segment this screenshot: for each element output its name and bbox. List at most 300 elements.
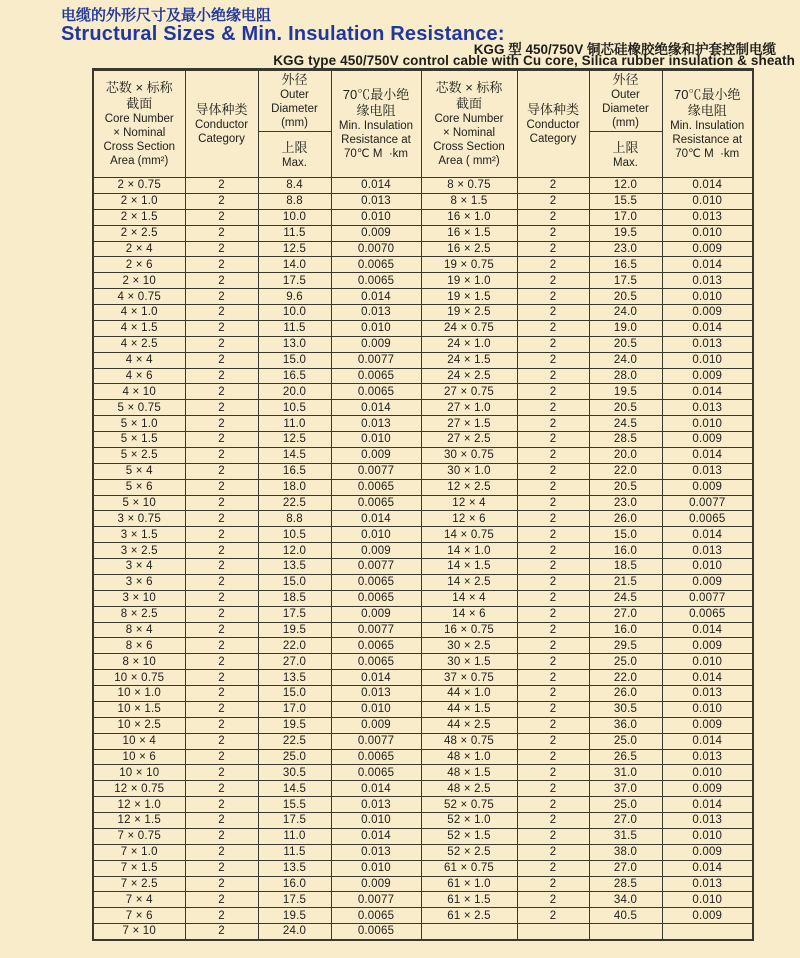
cell-left-diameter: 10.0 — [258, 209, 331, 225]
cell-right-category: 2 — [517, 495, 589, 511]
cell-left-size: 4 × 2.5 — [93, 336, 185, 352]
header-od-max-en: Max. — [282, 156, 307, 169]
cell-left-category: 2 — [185, 479, 258, 495]
table-row — [93, 749, 753, 765]
cell-left-diameter: 8.8 — [258, 193, 331, 209]
cell-right-size: 61 × 1.0 — [421, 876, 517, 892]
cell-right-resistance: 0.013 — [662, 749, 753, 765]
cell-right-category: 2 — [517, 876, 589, 892]
cell-right-resistance: 0.009 — [662, 717, 753, 733]
cell-left-resistance: 0.0065 — [331, 257, 421, 273]
table-row — [93, 781, 753, 797]
cell-left-diameter: 22.0 — [258, 638, 331, 654]
cell-left-diameter: 13.5 — [258, 670, 331, 686]
cell-left-diameter: 16.5 — [258, 368, 331, 384]
cell-left-category: 2 — [185, 384, 258, 400]
cell-right-category: 2 — [517, 527, 589, 543]
cell-right-category: 2 — [517, 813, 589, 829]
cell-right-size: 61 × 2.5 — [421, 908, 517, 924]
cell-right-size: 12 × 4 — [421, 495, 517, 511]
cell-left-resistance: 0.009 — [331, 876, 421, 892]
cell-right-diameter: 27.0 — [589, 813, 662, 829]
cell-right-diameter: 15.0 — [589, 527, 662, 543]
cell-left-size: 5 × 2.5 — [93, 447, 185, 463]
cell-left-resistance: 0.0077 — [331, 352, 421, 368]
cell-left-resistance: 0.010 — [331, 320, 421, 336]
cell-left-diameter: 13.5 — [258, 559, 331, 575]
cell-left-category: 2 — [185, 400, 258, 416]
cell-left-resistance: 0.0065 — [331, 654, 421, 670]
cell-left-category: 2 — [185, 622, 258, 638]
cell-left-resistance: 0.0065 — [331, 574, 421, 590]
header-conductor-right — [517, 70, 589, 178]
cell-left-size: 7 × 4 — [93, 892, 185, 908]
cell-left-diameter: 14.5 — [258, 781, 331, 797]
cell-right-resistance: 0.009 — [662, 305, 753, 321]
cell-left-category: 2 — [185, 876, 258, 892]
cell-left-diameter: 10.5 — [258, 400, 331, 416]
cell-right-category: 2 — [517, 336, 589, 352]
cell-right-size: 24 × 1.0 — [421, 336, 517, 352]
page-title-en: Structural Sizes & Min. Insulation Resistance: — [61, 23, 505, 45]
cell-left-diameter: 30.5 — [258, 765, 331, 781]
cell-right-category: 2 — [517, 860, 589, 876]
cell-right-size: 61 × 0.75 — [421, 860, 517, 876]
cell-left-diameter: 17.5 — [258, 273, 331, 289]
cell-right-diameter: 27.0 — [589, 860, 662, 876]
cell-right-resistance: 0.009 — [662, 479, 753, 495]
cell-left-size: 12 × 0.75 — [93, 781, 185, 797]
table-row — [93, 717, 753, 733]
cell-right-category: 2 — [517, 749, 589, 765]
cell-right-category: 2 — [517, 574, 589, 590]
cell-right-size: 19 × 1.5 — [421, 289, 517, 305]
cell-right-resistance: 0.013 — [662, 336, 753, 352]
cell-right-resistance: 0.013 — [662, 813, 753, 829]
cell-right-diameter: 40.5 — [589, 908, 662, 924]
cell-left-resistance: 0.0070 — [331, 241, 421, 257]
cell-left-diameter: 20.0 — [258, 384, 331, 400]
cell-right-category: 2 — [517, 559, 589, 575]
header-od-en-line3: (mm) — [281, 117, 308, 129]
table-row — [93, 654, 753, 670]
cell-right-size: 44 × 1.5 — [421, 701, 517, 717]
cell-left-size: 7 × 1.0 — [93, 844, 185, 860]
table-row — [93, 813, 753, 829]
cell-left-resistance: 0.013 — [331, 844, 421, 860]
cell-right-resistance: 0.014 — [662, 257, 753, 273]
cell-left-category: 2 — [185, 654, 258, 670]
table-row — [93, 543, 753, 559]
cell-right-size: 24 × 1.5 — [421, 352, 517, 368]
cell-right-category: 2 — [517, 400, 589, 416]
cell-left-size: 3 × 2.5 — [93, 543, 185, 559]
cell-right-diameter: 15.5 — [589, 193, 662, 209]
cell-right-diameter: 19.5 — [589, 384, 662, 400]
header-core-en-line1: Core Number — [104, 113, 174, 125]
table-row — [93, 876, 753, 892]
cell-right-resistance: 0.013 — [662, 686, 753, 702]
cell-left-category: 2 — [185, 241, 258, 257]
cell-right-diameter: 20.5 — [589, 289, 662, 305]
cell-right-resistance: 0.009 — [662, 241, 753, 257]
header-od-max-left — [258, 132, 331, 178]
cable-type-subtitle-en: KGG type 450/750V control cable with Cu core, Silica rubber insulation & sheath — [273, 53, 795, 68]
cell-right-category: 2 — [517, 828, 589, 844]
cell-left-size: 3 × 10 — [93, 590, 185, 606]
cell-left-diameter: 8.8 — [258, 511, 331, 527]
cell-left-diameter: 11.0 — [258, 416, 331, 432]
cell-left-resistance: 0.009 — [331, 336, 421, 352]
cell-right-size: 30 × 1.5 — [421, 654, 517, 670]
header-conductor-zh: 导体种类 — [526, 102, 579, 117]
cell-left-resistance: 0.010 — [331, 527, 421, 543]
cell-left-category: 2 — [185, 860, 258, 876]
cell-right-resistance: 0.014 — [662, 527, 753, 543]
cell-left-category: 2 — [185, 543, 258, 559]
header-core-en-line3: Cross Section — [433, 141, 505, 153]
cell-right-resistance: 0.009 — [662, 781, 753, 797]
cell-right-category: 2 — [517, 368, 589, 384]
cell-left-category: 2 — [185, 320, 258, 336]
cell-right-size: 19 × 1.0 — [421, 273, 517, 289]
header-core-en-line3: Cross Section — [103, 141, 176, 153]
cell-right-diameter: 21.5 — [589, 574, 662, 590]
cell-left-diameter: 15.0 — [258, 352, 331, 368]
spec-table — [92, 68, 754, 941]
header-res-zh-line2: 缘电阻 — [356, 103, 396, 118]
header-conductor-en-line1: Conductor — [194, 119, 249, 131]
cell-left-diameter: 12.5 — [258, 241, 331, 257]
cell-right-size: 48 × 1.5 — [421, 765, 517, 781]
cell-right-category: 2 — [517, 543, 589, 559]
cell-right-diameter: 20.5 — [589, 336, 662, 352]
header-res-zh-line1: 70℃最小绝 — [674, 87, 741, 102]
cell-left-size: 2 × 10 — [93, 273, 185, 289]
cell-left-size: 8 × 4 — [93, 622, 185, 638]
cell-left-category: 2 — [185, 273, 258, 289]
header-od-max-en: Max. — [613, 156, 638, 169]
cell-right-size: 27 × 1.0 — [421, 400, 517, 416]
cell-right-diameter: 17.0 — [589, 209, 662, 225]
cell-left-resistance: 0.009 — [331, 447, 421, 463]
cell-left-diameter: 14.5 — [258, 447, 331, 463]
cell-right-category: 2 — [517, 654, 589, 670]
cell-right-resistance: 0.010 — [662, 352, 753, 368]
cell-right-category: 2 — [517, 416, 589, 432]
cell-right-size: 24 × 0.75 — [421, 320, 517, 336]
table-row — [93, 320, 753, 336]
cell-left-category: 2 — [185, 225, 258, 241]
cell-right-resistance: 0.014 — [662, 797, 753, 813]
cell-left-category: 2 — [185, 813, 258, 829]
cell-left-resistance: 0.013 — [331, 686, 421, 702]
header-res-en-line2: Resistance at — [672, 134, 743, 146]
header-od-en-line1: Outer — [280, 89, 309, 101]
cell-left-category: 2 — [185, 368, 258, 384]
cell-left-diameter: 8.4 — [258, 178, 331, 194]
cell-left-resistance: 0.014 — [331, 828, 421, 844]
cell-left-resistance: 0.013 — [331, 416, 421, 432]
cell-right-category: 2 — [517, 305, 589, 321]
header-core-en-line2: × Nominal — [442, 127, 496, 139]
cell-right-resistance: 0.0065 — [662, 606, 753, 622]
cell-left-category: 2 — [185, 892, 258, 908]
cell-right-resistance: 0.014 — [662, 320, 753, 336]
cell-right-size: 16 × 2.5 — [421, 241, 517, 257]
cell-left-size: 2 × 6 — [93, 257, 185, 273]
cell-right-category: 2 — [517, 733, 589, 749]
cell-left-resistance: 0.0065 — [331, 924, 421, 940]
cell-left-size: 5 × 10 — [93, 495, 185, 511]
cell-right-category: 2 — [517, 781, 589, 797]
cell-left-size: 5 × 1.5 — [93, 432, 185, 448]
cell-left-size: 2 × 2.5 — [93, 225, 185, 241]
cell-right-size: 44 × 1.0 — [421, 686, 517, 702]
cell-left-size: 7 × 10 — [93, 924, 185, 940]
header-resistance-left — [331, 70, 421, 178]
cell-right-resistance: 0.013 — [662, 400, 753, 416]
cell-left-diameter: 11.5 — [258, 844, 331, 860]
table-row — [93, 416, 753, 432]
table-row — [93, 289, 753, 305]
cell-right-diameter: 28.5 — [589, 876, 662, 892]
cell-right-category: 2 — [517, 178, 589, 194]
cell-right-size: 61 × 1.5 — [421, 892, 517, 908]
cell-left-diameter: 14.0 — [258, 257, 331, 273]
cell-left-size: 5 × 4 — [93, 463, 185, 479]
cell-right-category: 2 — [517, 908, 589, 924]
header-od-en-line2: Diameter — [271, 103, 318, 115]
cell-left-category: 2 — [185, 574, 258, 590]
header-resistance-right — [662, 70, 753, 178]
header-core-number-right — [421, 70, 517, 178]
cell-left-category: 2 — [185, 749, 258, 765]
cell-right-resistance: 0.014 — [662, 670, 753, 686]
cell-left-resistance: 0.0065 — [331, 749, 421, 765]
cell-right-size: 14 × 4 — [421, 590, 517, 606]
cell-right-category: 2 — [517, 257, 589, 273]
cell-right-size: 8 × 1.5 — [421, 193, 517, 209]
cell-left-category: 2 — [185, 336, 258, 352]
cell-left-resistance: 0.010 — [331, 209, 421, 225]
cell-right-resistance: 0.010 — [662, 654, 753, 670]
cell-right-diameter: 23.0 — [589, 495, 662, 511]
cell-right-category: 2 — [517, 892, 589, 908]
cell-left-category: 2 — [185, 193, 258, 209]
cell-right-category: 2 — [517, 241, 589, 257]
cell-right-category: 2 — [517, 432, 589, 448]
table-row — [93, 193, 753, 209]
cell-left-category: 2 — [185, 511, 258, 527]
cell-right-resistance: 0.010 — [662, 193, 753, 209]
cell-left-diameter: 9.6 — [258, 289, 331, 305]
cell-right-size: 52 × 1.5 — [421, 828, 517, 844]
cell-left-category: 2 — [185, 844, 258, 860]
table-row — [93, 479, 753, 495]
table-row — [93, 670, 753, 686]
cable-type-subtitle-zh: KGG 型 450/750V 铜芯硅橡胶绝缘和护套控制电缆 — [473, 42, 776, 57]
cell-left-category: 2 — [185, 257, 258, 273]
cell-right-size: 27 × 2.5 — [421, 432, 517, 448]
cell-right-diameter: 25.0 — [589, 733, 662, 749]
cell-left-category: 2 — [185, 495, 258, 511]
cell-left-diameter: 18.5 — [258, 590, 331, 606]
header-od-en-line3: (mm) — [612, 117, 639, 129]
cell-left-size: 3 × 0.75 — [93, 511, 185, 527]
cell-left-category: 2 — [185, 638, 258, 654]
cell-right-size: 37 × 0.75 — [421, 670, 517, 686]
cell-right-diameter: 12.0 — [589, 178, 662, 194]
cell-right-diameter: 16.0 — [589, 622, 662, 638]
cell-left-size: 10 × 4 — [93, 733, 185, 749]
cell-left-size: 8 × 2.5 — [93, 606, 185, 622]
table-row — [93, 765, 753, 781]
table-row — [93, 892, 753, 908]
table-row — [93, 924, 753, 940]
cell-right-size: 19 × 2.5 — [421, 305, 517, 321]
cell-right-size: 12 × 2.5 — [421, 479, 517, 495]
table-row — [93, 257, 753, 273]
cell-left-category: 2 — [185, 447, 258, 463]
table-row — [93, 638, 753, 654]
cell-left-resistance: 0.013 — [331, 305, 421, 321]
table-row — [93, 559, 753, 575]
cell-right-resistance: 0.014 — [662, 733, 753, 749]
cell-left-size: 7 × 0.75 — [93, 828, 185, 844]
cell-left-resistance: 0.014 — [331, 289, 421, 305]
cell-left-resistance: 0.009 — [331, 543, 421, 559]
cell-left-size: 10 × 10 — [93, 765, 185, 781]
header-res-en-line1: Min. Insulation — [338, 120, 414, 132]
cell-left-diameter: 11.0 — [258, 828, 331, 844]
cell-left-category: 2 — [185, 559, 258, 575]
cell-left-resistance: 0.013 — [331, 797, 421, 813]
cell-right-size: 30 × 2.5 — [421, 638, 517, 654]
cell-left-size: 12 × 1.5 — [93, 813, 185, 829]
cell-right-category: 2 — [517, 193, 589, 209]
cell-left-category: 2 — [185, 590, 258, 606]
cell-left-resistance: 0.0077 — [331, 463, 421, 479]
cell-left-resistance: 0.0065 — [331, 479, 421, 495]
cell-left-diameter: 16.5 — [258, 463, 331, 479]
cell-left-diameter: 15.0 — [258, 686, 331, 702]
header-core-zh-line2: 截面 — [455, 96, 482, 111]
cell-left-diameter: 18.0 — [258, 479, 331, 495]
cell-right-size: 27 × 1.5 — [421, 416, 517, 432]
table-row — [93, 463, 753, 479]
cell-left-category: 2 — [185, 781, 258, 797]
cell-left-resistance: 0.009 — [331, 225, 421, 241]
header-res-en-line2: Resistance at — [341, 134, 411, 146]
cell-right-category — [517, 924, 589, 940]
cell-left-category: 2 — [185, 289, 258, 305]
cell-right-resistance: 0.013 — [662, 273, 753, 289]
table-row — [93, 844, 753, 860]
cell-right-size: 16 × 1.0 — [421, 209, 517, 225]
table-row — [93, 178, 753, 194]
cell-left-diameter: 17.0 — [258, 701, 331, 717]
header-outer-diameter-left — [258, 70, 331, 132]
header-od-zh: 外径 — [612, 72, 639, 87]
cell-left-size: 5 × 0.75 — [93, 400, 185, 416]
cell-left-resistance: 0.009 — [331, 606, 421, 622]
cell-right-diameter: 18.5 — [589, 559, 662, 575]
cell-right-resistance: 0.009 — [662, 368, 753, 384]
cell-left-size: 4 × 1.5 — [93, 320, 185, 336]
cell-left-resistance: 0.0077 — [331, 733, 421, 749]
cell-left-size: 5 × 6 — [93, 479, 185, 495]
cell-left-resistance: 0.0065 — [331, 638, 421, 654]
cell-right-size: 48 × 0.75 — [421, 733, 517, 749]
cell-left-resistance: 0.010 — [331, 432, 421, 448]
cell-right-resistance — [662, 924, 753, 940]
cell-right-diameter: 25.0 — [589, 654, 662, 670]
table-row — [93, 273, 753, 289]
cell-right-size: 14 × 6 — [421, 606, 517, 622]
cell-right-category: 2 — [517, 352, 589, 368]
cell-right-size: 52 × 2.5 — [421, 844, 517, 860]
cell-right-resistance: 0.010 — [662, 828, 753, 844]
cell-right-resistance: 0.009 — [662, 908, 753, 924]
cell-right-category: 2 — [517, 320, 589, 336]
cell-right-diameter: 19.0 — [589, 320, 662, 336]
cell-right-diameter: 38.0 — [589, 844, 662, 860]
table-row — [93, 908, 753, 924]
cell-right-category: 2 — [517, 511, 589, 527]
cell-right-category: 2 — [517, 447, 589, 463]
table-row — [93, 733, 753, 749]
cell-right-diameter: 28.5 — [589, 432, 662, 448]
header-conductor-en-line2: Category — [198, 133, 245, 145]
header-conductor-left — [185, 70, 258, 178]
cell-left-resistance: 0.0077 — [331, 622, 421, 638]
cell-left-category: 2 — [185, 527, 258, 543]
cell-left-size: 10 × 2.5 — [93, 717, 185, 733]
cell-right-diameter: 37.0 — [589, 781, 662, 797]
cell-right-size: 12 × 6 — [421, 511, 517, 527]
table-row — [93, 622, 753, 638]
cell-left-resistance: 0.010 — [331, 701, 421, 717]
header-conductor-en-line2: Category — [529, 133, 577, 145]
header-od-max-zh: 上限 — [612, 139, 639, 155]
cell-right-resistance: 0.009 — [662, 432, 753, 448]
cell-right-resistance: 0.010 — [662, 225, 753, 241]
cell-left-resistance: 0.0077 — [331, 892, 421, 908]
cell-left-size: 4 × 4 — [93, 352, 185, 368]
cell-left-category: 2 — [185, 908, 258, 924]
cell-right-diameter: 28.0 — [589, 368, 662, 384]
table-row — [93, 241, 753, 257]
cell-right-resistance: 0.0077 — [662, 590, 753, 606]
cell-right-resistance: 0.013 — [662, 463, 753, 479]
header-core-number-left — [93, 70, 185, 178]
header-res-en-line1: Min. Insulation — [670, 120, 745, 132]
cell-right-category: 2 — [517, 273, 589, 289]
cell-left-diameter: 17.5 — [258, 892, 331, 908]
cell-right-diameter: 30.5 — [589, 701, 662, 717]
cell-left-diameter: 16.0 — [258, 876, 331, 892]
cell-left-size: 4 × 0.75 — [93, 289, 185, 305]
cell-right-diameter: 31.0 — [589, 765, 662, 781]
cell-left-category: 2 — [185, 828, 258, 844]
cell-left-category: 2 — [185, 352, 258, 368]
header-res-en-line3: 70℃ M ·km — [675, 148, 740, 160]
cell-right-diameter: 34.0 — [589, 892, 662, 908]
cell-left-size: 4 × 6 — [93, 368, 185, 384]
cell-right-category: 2 — [517, 670, 589, 686]
cell-right-diameter: 29.5 — [589, 638, 662, 654]
